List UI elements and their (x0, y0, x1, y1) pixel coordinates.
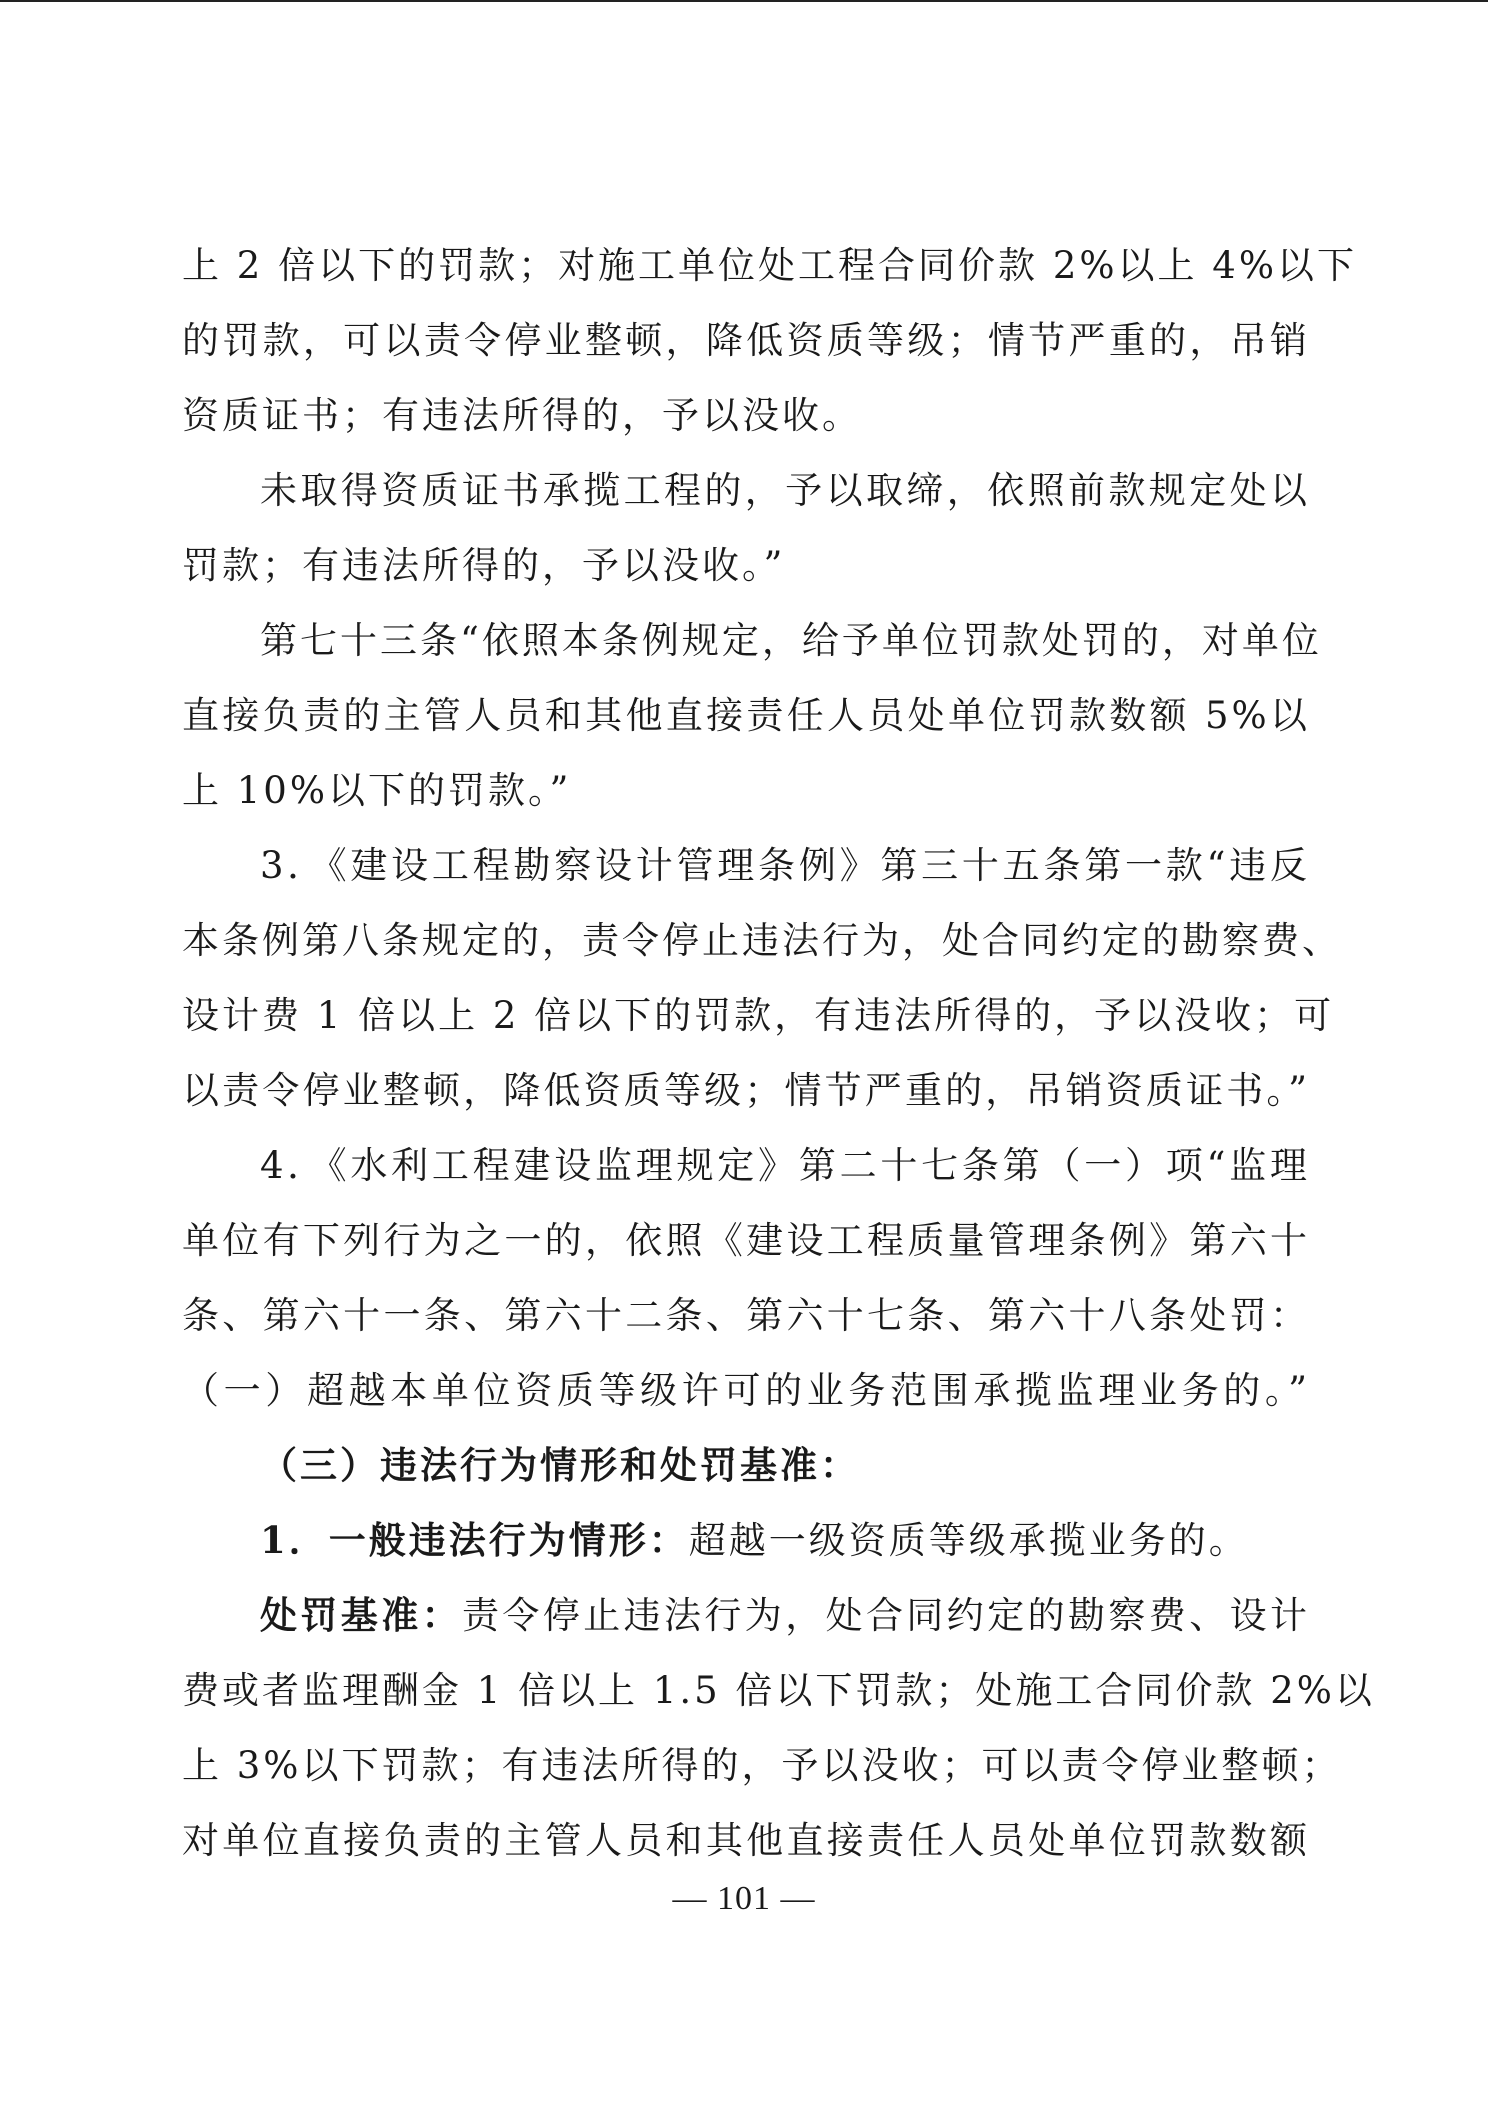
paragraph-start-line: 第七十三条“依照本条例规定，给予单位罚款处罚的，对单位 (260, 619, 1322, 662)
paragraph-start-line: 3．《建设工程勘察设计管理条例》第三十五条第一款“违反 (260, 844, 1310, 887)
text-line: 设计费 1 倍以上 2 倍以下的罚款，有违法所得的，予以没收；可 (182, 994, 1335, 1037)
penalty-basis-text: 责令停止违法行为，处合同约定的勘察费、设计 (462, 1594, 1310, 1637)
text-line: 上 2 倍以下的罚款；对施工单位处工程合同价款 2%以上 4%以下 (182, 244, 1357, 287)
text-line: 条、第六十一条、第六十二条、第六十七条、第六十八条处罚： (182, 1294, 1310, 1337)
violation-item-text: 超越一级资质等级承揽业务的。 (688, 1519, 1249, 1562)
text-line: （一）超越本单位资质等级许可的业务范围承揽监理业务的。” (182, 1369, 1310, 1412)
text-line: 对单位直接负责的主管人员和其他直接责任人员处单位罚款数额 (182, 1819, 1310, 1862)
text-line: 直接负责的主管人员和其他直接责任人员处单位罚款数额 5%以 (182, 694, 1310, 737)
penalty-basis-label: 处罚基准： (260, 1593, 462, 1637)
section-heading: （三）违法行为情形和处罚基准： (260, 1443, 860, 1487)
text-line: 的罚款，可以责令停业整顿，降低资质等级；情节严重的，吊销 (182, 319, 1310, 362)
text-line: 单位有下列行为之一的，依照《建设工程质量管理条例》第六十 (182, 1219, 1310, 1262)
paragraph-start-line: 未取得资质证书承揽工程的，予以取缔，依照前款规定处以 (260, 469, 1310, 512)
document-body (182, 228, 1375, 1878)
text-line: 资质证书；有违法所得的，予以没收。 (182, 394, 862, 437)
page-number: — 101 — (672, 1880, 816, 1917)
text-line: 本条例第八条规定的，责令停止违法行为，处合同约定的勘察费、 (182, 919, 1342, 962)
text-line: 罚款；有违法所得的，予以没收。” (182, 544, 786, 587)
paragraph-start-line: 4．《水利工程建设监理规定》第二十七条第（一）项“监理 (260, 1144, 1310, 1187)
violation-item-label: 1．一般违法行为情形： (260, 1518, 689, 1562)
text-line: 上 10%以下的罚款。” (182, 769, 572, 812)
penalty-basis-line (182, 1578, 1310, 1653)
text-line: 以责令停业整顿，降低资质等级；情节严重的，吊销资质证书。” (182, 1069, 1310, 1112)
violation-item-line (182, 1503, 1310, 1578)
text-line: 上 3%以下罚款；有违法所得的，予以没收；可以责令停业整顿； (182, 1744, 1342, 1787)
text-line: 费或者监理酬金 1 倍以上 1.5 倍以下罚款；处施工合同价款 2%以 (182, 1669, 1375, 1712)
top-border-rule (0, 0, 1488, 2)
